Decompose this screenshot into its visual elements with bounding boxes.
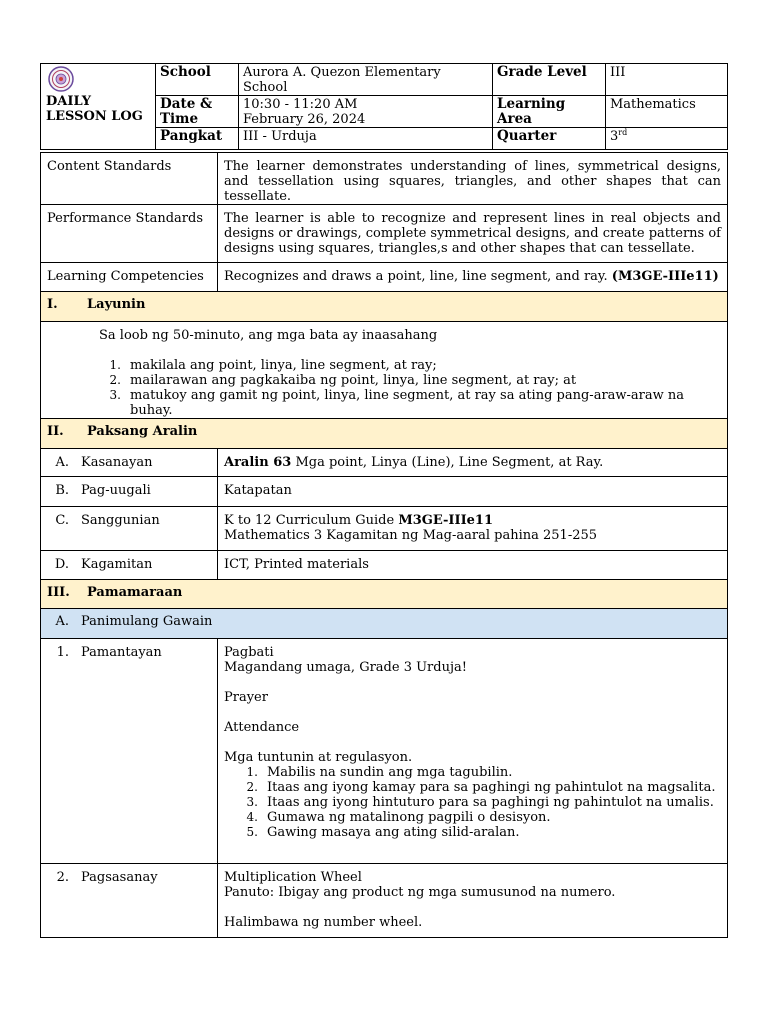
list-item-number: 3. xyxy=(109,388,121,402)
content-standards-text: The learner demonstrates understanding of lines, symmetrical designs, and tessellation using squares, triangles, and other shapes that can tessellate. xyxy=(218,153,728,205)
school-value: Aurora A. Quezon Elementary School xyxy=(239,64,493,96)
layunin-content-row xyxy=(41,322,728,419)
section-pamamaraan xyxy=(41,580,728,609)
date-time-label: Date & Time xyxy=(156,96,239,128)
section-number: II. xyxy=(47,424,64,439)
list-item-text: Itaas ang iyong hintuturo para sa paghingi ng pahintulot na umalis. xyxy=(267,795,714,810)
pangkat-label: Pangkat xyxy=(156,128,239,150)
pangkat-value: III - Urduja xyxy=(239,128,493,150)
quarter-label: Quarter xyxy=(493,128,606,150)
list-item-number: 2. xyxy=(246,780,258,794)
pagsasanay-row: 2. Pagsasanay Multiplication Wheel Panuto: Ibigay ang product ng mga sumusunod na numero. Halimbawa ng number wheel. xyxy=(41,864,728,938)
kagamitan-label: Kagamitan xyxy=(81,557,153,572)
learning-area-value: Mathematics xyxy=(606,96,728,128)
grade-level-label: Grade Level xyxy=(493,64,606,96)
pagsasanay-label: Pagsasanay xyxy=(81,870,158,885)
list-item-number: 4. xyxy=(246,810,258,824)
list-item xyxy=(99,388,721,418)
kagamitan-row: D. Kagamitan ICT, Printed materials xyxy=(41,551,728,580)
school-label: School xyxy=(156,64,239,96)
learning-competencies-row xyxy=(41,263,728,292)
pag-uugali-label: Pag-uugali xyxy=(81,483,151,498)
list-item-number: 1. xyxy=(246,765,258,779)
list-item-text: matukoy ang gamit ng point, linya, line segment, at ray sa ating pang-araw-araw na buhay. xyxy=(130,388,685,418)
list-item xyxy=(236,810,721,825)
list-item-number: 5. xyxy=(246,825,258,839)
list-item-number: 1. xyxy=(109,358,121,372)
date-time-value: 10:30 - 11:20 AM February 26, 2024 xyxy=(239,96,493,128)
section-title: Pamamaraan xyxy=(87,585,183,600)
section-title: Layunin xyxy=(87,297,146,312)
header-table xyxy=(40,63,728,150)
list-item-number: 2. xyxy=(109,373,121,387)
list-item xyxy=(236,825,721,840)
competency-code: (M3GE-IIIe11) xyxy=(611,269,719,284)
section-title: Paksang Aralin xyxy=(87,424,198,439)
grade-level-value: III xyxy=(606,64,728,96)
pagsasanay-content: Multiplication Wheel Panuto: Ibigay ang product ng mga sumusunod na numero. Halimbawa ng number wheel. xyxy=(218,864,728,938)
list-item-text: Mabilis na sundin ang mga tagubilin. xyxy=(267,765,513,780)
sanggunian-value: K to 12 Curriculum Guide M3GE-IIIe11 Mathematics 3 Kagamitan ng Mag-aaral pahina 251-255 xyxy=(218,507,728,551)
logo-title-cell xyxy=(41,64,156,150)
quarter-value: 3rd xyxy=(606,128,728,150)
list-item-number: 3. xyxy=(246,795,258,809)
section-paksang-aralin xyxy=(41,419,728,449)
kagamitan-value: ICT, Printed materials xyxy=(218,551,728,580)
layunin-intro: Sa loob ng 50-minuto, ang mga bata ay inaasahang xyxy=(99,328,438,343)
learning-area-label: Learning Area xyxy=(493,96,606,128)
kasanayan-row: A. Kasanayan Aralin 63 Mga point, Linya (Line), Line Segment, at Ray. xyxy=(41,449,728,477)
list-item-text: Gawing masaya ang ating silid-aralan. xyxy=(267,825,520,840)
pag-uugali-value: Katapatan xyxy=(218,477,728,507)
performance-standards-label: Performance Standards xyxy=(41,205,218,263)
section-layunin xyxy=(41,292,728,322)
learning-competencies-label: Learning Competencies xyxy=(41,263,218,292)
pamantayan-row: 1. Pamantayan Pagbati Magandang umaga, Grade 3 Urduja! Prayer Attendance Mga tuntunin at regulasyon. 1. Mabilis na sundin ang mga tagubilin. 2. Itaas ang iyong kamay para sa paghingi ng pahintulot na magsalita. 3. Itaas ang iyong hintuturo para sa paghingi ng pahintulot na umalis. 4. Gumawa ng matalinong pagpili o desisyon. 5. Gawing masaya ang ating silid-aralan. xyxy=(41,639,728,864)
kasanayan-value: Aralin 63 Mga point, Linya (Line), Line Segment, at Ray. xyxy=(218,449,728,477)
content-standards-row xyxy=(41,153,728,205)
sanggunian-row: C. Sanggunian K to 12 Curriculum Guide M3GE-IIIe11 Mathematics 3 Kagamitan ng Mag-aaral pahina 251-255 xyxy=(41,507,728,551)
list-item xyxy=(236,780,721,795)
rules-list xyxy=(224,765,721,840)
deped-seal-logo xyxy=(48,66,74,92)
subsection-title: Panimulang Gawain xyxy=(81,614,213,629)
list-item-text: Gumawa ng matalinong pagpili o desisyon. xyxy=(267,810,551,825)
list-item-text: mailarawan ang pagkakaiba ng point, linya, line segment, at ray; at xyxy=(130,373,577,388)
objectives-list xyxy=(99,358,721,418)
list-item xyxy=(99,373,721,388)
lesson-table xyxy=(40,152,728,938)
learning-competencies-text: Recognizes and draws a point, line, line segment, and ray. (M3GE-IIIe11) xyxy=(218,263,728,292)
list-item xyxy=(99,358,721,373)
list-item-text: Itaas ang iyong kamay para sa paghingi ng pahintulot na magsalita. xyxy=(267,780,716,795)
pamantayan-content: Pagbati Magandang umaga, Grade 3 Urduja! Prayer Attendance Mga tuntunin at regulasyon. 1. Mabilis na sundin ang mga tagubilin. 2. Itaas ang iyong kamay para sa paghingi ng pahintulot na magsalita. 3. Itaas ang iyong hintuturo para sa paghingi ng pahintulot na umalis. 4. Gumawa ng matalinong pagpili o desisyon. 5. Gawing masaya ang ating silid-aralan. xyxy=(218,639,728,864)
list-item-text: makilala ang point, linya, line segment, at ray; xyxy=(130,358,437,373)
dll-title: DAILY LESSON LOG xyxy=(46,94,143,124)
performance-standards-text: The learner is able to recognize and represent lines in real objects and designs or drawings, complete symmetrical designs, and create patterns of designs using squares, triangles,s and other shapes that can tessellate. xyxy=(218,205,728,263)
kasanayan-label: Kasanayan xyxy=(81,455,153,470)
pamantayan-label: Pamantayan xyxy=(81,645,162,660)
list-item xyxy=(236,765,721,780)
pag-uugali-row: B. Pag-uugali Katapatan xyxy=(41,477,728,507)
section-number: I. xyxy=(47,297,58,312)
content-standards-label: Content Standards xyxy=(41,153,218,205)
section-number: III. xyxy=(47,585,70,600)
performance-standards-row xyxy=(41,205,728,263)
subsection-panimulang-gawain: A. Panimulang Gawain xyxy=(41,609,728,639)
list-item xyxy=(236,795,721,810)
sanggunian-label: Sanggunian xyxy=(81,513,160,528)
